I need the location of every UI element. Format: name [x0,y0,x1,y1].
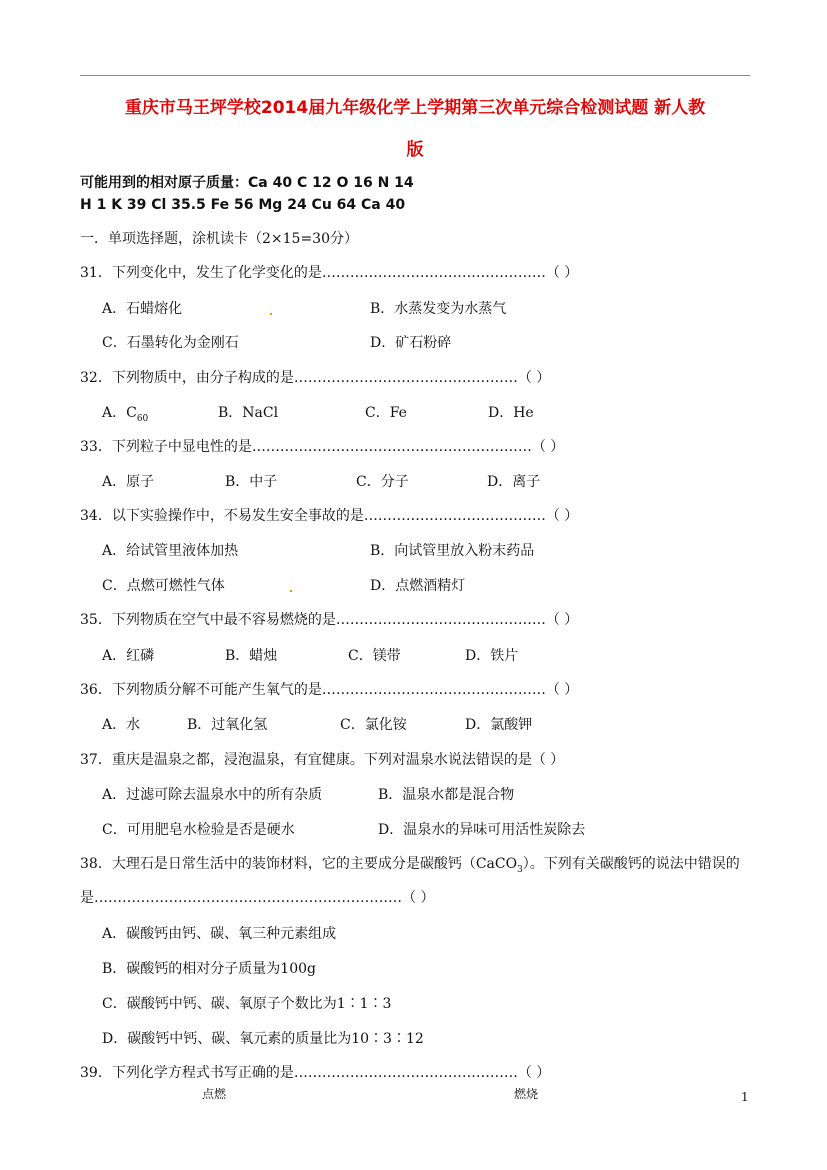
question-36-option-d: D．氯酸钾 [465,717,533,733]
question-32-option-c: C．Fe [365,405,407,421]
document-title-continued: 版 [406,140,424,160]
question-31-option-a: A．石蜡熔化 [102,301,183,317]
question-35-option-d: D．铁片 [465,648,519,664]
question-33-stem: 33．下列粒子中显电性的是……………………………………………………（ ） [80,439,565,455]
question-35-stem: 35．下列物质在空气中最不容易燃烧的是………………………………………（ ） [80,612,579,628]
question-37-stem: 37．重庆是温泉之都，浸泡温泉，有宜健康。下列对温泉水说法错误的是（ ） [80,752,565,768]
question-34-stem: 34．以下实验操作中，不易发生安全事故的是…………………………………（ ） [80,508,579,524]
stray-mark [270,313,272,315]
question-34-option-a: A．给试管里液体加热 [102,543,239,559]
question-32-option-a [102,402,148,424]
document-title: 重庆市马王坪学校2014届九年级化学上学期第三次单元综合检测试题 新人教 [124,98,706,118]
atomic-mass-line-1: 可能用到的相对原子质量：Ca 40 C 12 O 16 N 14 [80,175,414,191]
question-38-stem-part-2: ）。下列有关碳酸钙的说法中错误的 [522,856,740,872]
question-38-option-d: D．碳酸钙中钙、碳、氧元素的质量比为10∶3∶12 [102,1031,424,1047]
question-38-option-a: A．碳酸钙由钙、碳、氧三种元素组成 [102,926,337,942]
question-37-option-d: D．温泉水的异味可用活性炭除去 [378,822,586,838]
question-35-option-a: A．红磷 [102,648,155,664]
question-38-stem-part-1: 38．大理石是日常生活中的装饰材料，它的主要成分是碳酸钙（CaCO [80,856,518,872]
question-33-option-a: A．原子 [102,474,155,490]
question-32-stem: 32．下列物质中，由分子构成的是…………………………………………（ ） [80,370,551,386]
question-33-option-b: B．中子 [225,474,278,490]
question-34-option-d: D．点燃酒精灯 [370,578,466,594]
question-37-option-a: A．过滤可除去温泉水中的所有杂质 [102,787,323,803]
question-36-stem: 36．下列物质分解不可能产生氧气的是…………………………………………（ ） [80,682,579,698]
atomic-mass-line-2: H 1 K 39 Cl 35.5 Fe 56 Mg 24 Cu 64 Ca 40 [80,197,406,213]
question-36-option-a: A．水 [102,717,141,733]
question-31-option-d: D．矿石粉碎 [370,335,452,351]
question-33-option-c: C．分子 [356,474,409,490]
question-31-option-b: B．水蒸发变为水蒸气 [370,301,507,317]
question-36-option-c: C．氯化铵 [340,717,407,733]
question-38-option-b: B．碳酸钙的相对分子质量为100g [102,961,316,977]
question-32-option-b: B．NaCl [218,405,279,421]
header-rule [80,75,750,76]
stray-mark [290,590,292,592]
question-31-stem: 31．下列变化中，发生了化学变化的是…………………………………………（ ） [80,265,579,281]
question-37-option-b: B．温泉水都是混合物 [378,787,515,803]
equation-condition-burn: 燃烧 [514,1087,539,1101]
question-34-option-b: B．向试管里放入粉末药品 [370,543,535,559]
question-36-option-b: B．过氧化氢 [187,717,268,733]
question-38-stem [80,853,740,875]
section-heading: 一．单项选择题，涂机读卡（2×15=30分） [80,231,358,247]
question-31-option-c: C．石墨转化为金刚石 [102,335,239,351]
equation-condition-ignite: 点燃 [202,1087,227,1101]
question-38-option-c: C．碳酸钙中钙、碳、氧原子个数比为1∶1∶3 [102,996,392,1012]
question-37-option-c: C．可用肥皂水检验是否是硬水 [102,822,295,838]
page-number: 1 [741,1090,749,1104]
question-34-option-c: C．点燃可燃性气体 [102,578,225,594]
question-39-stem: 39．下列化学方程式书写正确的是…………………………………………（ ） [80,1065,551,1081]
question-38-stem-continued: 是…………………………………………………………（ ） [80,890,435,906]
question-33-option-d: D．离子 [487,474,541,490]
question-32-option-a-text: A．C [102,405,137,421]
question-32-option-a-subscript: 60 [136,413,149,424]
question-35-option-c: C．镁带 [348,648,401,664]
question-32-option-d: D．He [488,405,534,421]
question-38-formula-subscript: 3 [517,864,523,875]
question-35-option-b: B．蜡烛 [225,648,278,664]
